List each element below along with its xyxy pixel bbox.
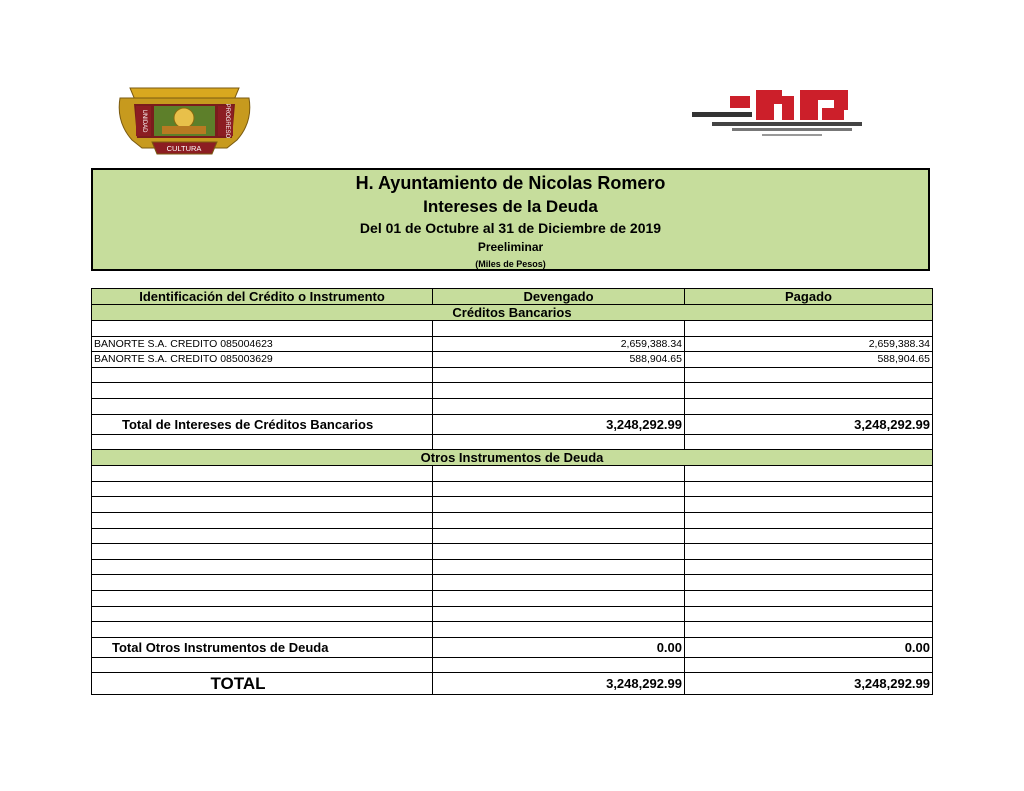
other-instruments-total-label: Total Otros Instrumentos de Deuda bbox=[92, 637, 433, 657]
section-title-bank-credits: Créditos Bancarios bbox=[92, 305, 933, 321]
credit-devengado: 588,904.65 bbox=[433, 352, 685, 368]
grand-total-row bbox=[92, 673, 933, 695]
other-instruments-total-row bbox=[92, 637, 933, 657]
report-header bbox=[91, 168, 930, 271]
report-title: Intereses de la Deuda bbox=[423, 197, 598, 216]
empty-row bbox=[92, 466, 933, 482]
column-header-devengado: Devengado bbox=[433, 289, 685, 305]
empty-row bbox=[92, 544, 933, 560]
report-period: Del 01 de Octubre al 31 de Diciembre de 2019 bbox=[359, 220, 662, 236]
svg-text:PROGRESO: PROGRESO bbox=[224, 103, 230, 139]
column-header-instrument: Identificación del Crédito o Instrumento bbox=[92, 289, 433, 305]
debt-interest-table bbox=[91, 288, 933, 695]
report-units: (Miles de Pesos) bbox=[475, 259, 546, 269]
bank-credits-total-devengado: 3,248,292.99 bbox=[433, 414, 685, 434]
credit-pagado: 588,904.65 bbox=[685, 352, 933, 368]
section-title-other-instruments: Otros Instrumentos de Deuda bbox=[92, 450, 933, 466]
empty-row bbox=[92, 575, 933, 591]
column-header-pagado: Pagado bbox=[685, 289, 933, 305]
table-row bbox=[92, 336, 933, 352]
section-row bbox=[92, 450, 933, 466]
empty-row bbox=[92, 383, 933, 399]
credit-name: BANORTE S.A. CREDITO 085003629 bbox=[92, 352, 433, 368]
credit-name: BANORTE S.A. CREDITO 085004623 bbox=[92, 336, 433, 352]
report-status: Preeliminar bbox=[477, 240, 544, 254]
bank-credits-total-label: Total de Intereses de Créditos Bancarios bbox=[92, 414, 433, 434]
empty-row bbox=[92, 481, 933, 497]
coat-of-arms-logo bbox=[112, 82, 257, 158]
empty-row bbox=[92, 497, 933, 513]
empty-row bbox=[92, 622, 933, 638]
empty-row bbox=[92, 606, 933, 622]
empty-row bbox=[92, 367, 933, 383]
table-header-row bbox=[92, 289, 933, 305]
credit-devengado: 2,659,388.34 bbox=[433, 336, 685, 352]
other-instruments-total-pagado: 0.00 bbox=[685, 637, 933, 657]
bank-credits-total-row bbox=[92, 414, 933, 434]
empty-row bbox=[92, 434, 933, 450]
nr-logo bbox=[672, 82, 922, 142]
table-row bbox=[92, 352, 933, 368]
empty-row bbox=[92, 559, 933, 575]
svg-text:UNIDAD: UNIDAD bbox=[141, 109, 147, 133]
svg-text:CULTURA: CULTURA bbox=[166, 144, 202, 153]
empty-row bbox=[92, 590, 933, 606]
grand-total-label: TOTAL bbox=[92, 673, 433, 695]
empty-row bbox=[92, 398, 933, 414]
section-row bbox=[92, 305, 933, 321]
grand-total-devengado: 3,248,292.99 bbox=[433, 673, 685, 695]
empty-row bbox=[92, 528, 933, 544]
empty-row bbox=[92, 512, 933, 528]
empty-row bbox=[92, 321, 933, 337]
other-instruments-total-devengado: 0.00 bbox=[433, 637, 685, 657]
bank-credits-total-pagado: 3,248,292.99 bbox=[685, 414, 933, 434]
credit-pagado: 2,659,388.34 bbox=[685, 336, 933, 352]
empty-row bbox=[92, 657, 933, 673]
grand-total-pagado: 3,248,292.99 bbox=[685, 673, 933, 695]
entity-name: H. Ayuntamiento de Nicolas Romero bbox=[355, 173, 666, 193]
